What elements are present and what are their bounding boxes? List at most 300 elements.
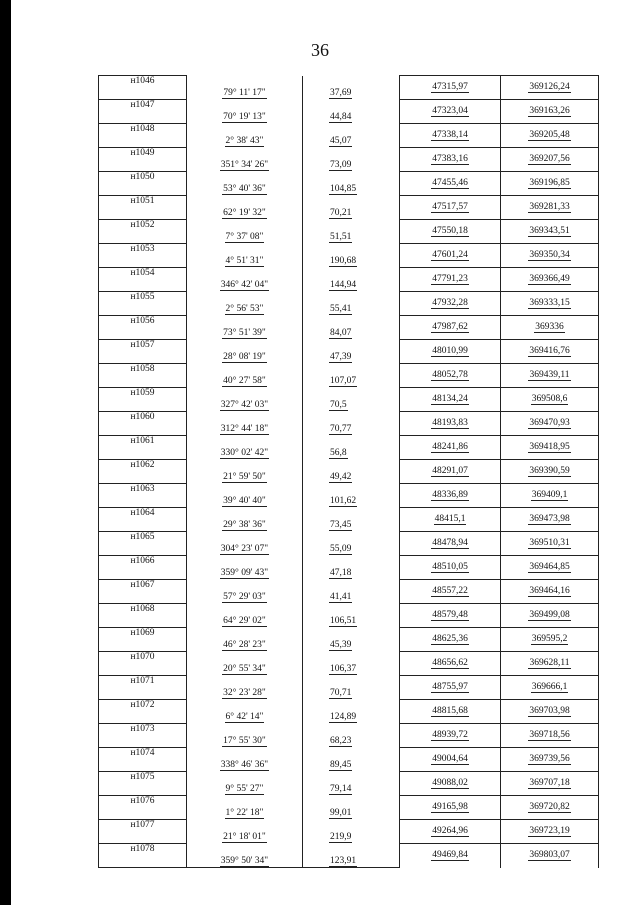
x-coordinate-cell	[400, 748, 501, 772]
x-coordinate-cell	[400, 484, 501, 508]
bearing-cell	[187, 664, 303, 676]
y-coordinate-cell	[501, 604, 599, 628]
bearing-cell	[187, 856, 303, 868]
x-coordinate-cell	[400, 580, 501, 604]
point-id-cell-blank	[99, 688, 187, 700]
point-row	[99, 172, 599, 184]
angle-cell-blank	[187, 100, 303, 112]
point-id-cell: н1061	[99, 436, 187, 448]
angle-cell-blank	[187, 556, 303, 568]
bearing-cell-value: 21° 18' 01"	[223, 832, 266, 842]
distance-cell-value: 56,8	[330, 448, 347, 458]
bearing-cell-value: 304° 23' 07"	[220, 544, 269, 554]
bearing-cell	[187, 304, 303, 316]
point-id-cell: н1062	[99, 460, 187, 472]
y-coordinate-cell-value: 369803,07	[529, 850, 570, 861]
bearing-cell-value: 9° 55' 27"	[225, 784, 264, 794]
point-row	[99, 796, 599, 808]
y-coordinate-cell-value: 369703,98	[529, 706, 570, 716]
x-coordinate-cell-value: 48557,22	[432, 586, 468, 596]
x-coordinate-cell	[400, 628, 501, 652]
y-coordinate-cell	[501, 628, 599, 652]
distance-cell	[303, 688, 400, 700]
bearing-cell-value: 312° 44' 18"	[220, 424, 269, 434]
y-coordinate-cell	[501, 508, 599, 532]
bearing-cell	[187, 640, 303, 652]
y-coordinate-cell-value: 369196,85	[529, 178, 570, 188]
distance-cell	[303, 208, 400, 220]
y-coordinate-cell-value: 369595,2	[531, 634, 568, 644]
y-coordinate-cell	[501, 700, 599, 724]
distance-cell	[303, 400, 400, 412]
point-row	[99, 652, 599, 664]
bearing-cell-value: 64° 29' 02"	[223, 616, 266, 626]
angle-cell-blank	[187, 748, 303, 760]
point-id-cell: н1058	[99, 364, 187, 376]
y-coordinate-cell-value: 369628,11	[529, 658, 570, 668]
point-id-cell: н1067	[99, 580, 187, 592]
point-row	[99, 364, 599, 376]
point-id-cell-blank	[99, 280, 187, 292]
distance-cell-blank	[303, 604, 400, 616]
y-coordinate-cell-value: 369366,49	[529, 274, 570, 284]
point-row	[99, 340, 599, 352]
bearing-cell-value: 46° 28' 23"	[223, 640, 266, 650]
distance-cell-value: 79,14	[330, 784, 352, 794]
bearing-cell	[187, 232, 303, 244]
distance-cell-value: 55,09	[330, 544, 352, 554]
distance-cell	[303, 328, 400, 340]
point-id-cell: н1071	[99, 676, 187, 688]
bearing-cell-value: 4° 51' 31"	[225, 256, 264, 266]
distance-cell-value: 73,09	[330, 160, 352, 170]
point-row	[99, 292, 599, 304]
bearing-cell	[187, 112, 303, 124]
point-id-cell-blank	[99, 304, 187, 316]
distance-cell-blank	[303, 244, 400, 256]
point-id-cell: н1077	[99, 820, 187, 832]
distance-cell-blank	[303, 844, 400, 856]
distance-cell-blank	[303, 748, 400, 760]
bearing-cell	[187, 448, 303, 460]
x-coordinate-cell	[400, 844, 501, 868]
point-id-cell: н1063	[99, 484, 187, 496]
distance-cell	[303, 832, 400, 844]
x-coordinate-cell	[400, 220, 501, 244]
bearing-cell	[187, 808, 303, 820]
bearing-cell	[187, 280, 303, 292]
x-coordinate-cell	[400, 388, 501, 412]
y-coordinate-cell-value: 369350,34	[529, 250, 570, 260]
distance-cell	[303, 616, 400, 628]
distance-cell-value: 49,42	[330, 472, 352, 482]
point-id-cell-blank	[99, 784, 187, 796]
y-coordinate-cell-value: 369739,56	[529, 754, 570, 764]
angle-cell-blank	[187, 724, 303, 736]
point-id-cell: н1059	[99, 388, 187, 400]
distance-cell	[303, 448, 400, 460]
point-id-cell-blank	[99, 256, 187, 268]
y-coordinate-cell	[501, 244, 599, 268]
x-coordinate-cell-value: 49004,64	[432, 754, 468, 764]
x-coordinate-cell	[400, 196, 501, 220]
x-coordinate-cell-value: 47550,18	[432, 226, 468, 236]
angle-cell-blank	[187, 172, 303, 184]
distance-cell-value: 101,62	[330, 496, 357, 506]
point-id-cell: н1052	[99, 220, 187, 232]
point-id-cell-blank	[99, 232, 187, 244]
bearing-cell-value: 17° 55' 30"	[223, 736, 266, 746]
x-coordinate-cell-value: 47517,57	[432, 202, 468, 212]
bearing-cell-value: 346° 42' 04"	[220, 280, 269, 290]
x-coordinate-cell-value: 47932,28	[432, 298, 468, 308]
point-id-cell-blank	[99, 856, 187, 868]
distance-cell-blank	[303, 580, 400, 592]
distance-cell	[303, 184, 400, 196]
point-id-cell: н1055	[99, 292, 187, 304]
distance-cell-value: 124,89	[330, 712, 357, 722]
distance-cell-blank	[303, 652, 400, 664]
y-coordinate-cell	[501, 796, 599, 820]
bearing-cell	[187, 736, 303, 748]
distance-cell-value: 47,39	[330, 352, 352, 362]
point-row	[99, 772, 599, 784]
point-id-cell-blank	[99, 544, 187, 556]
x-coordinate-cell-value: 48510,05	[432, 562, 468, 572]
y-coordinate-cell	[501, 100, 599, 124]
x-coordinate-cell	[400, 724, 501, 748]
point-row	[99, 436, 599, 448]
bearing-cell	[187, 496, 303, 508]
distance-cell-value: 45,39	[330, 640, 352, 650]
x-coordinate-cell-value: 47601,24	[432, 250, 468, 260]
point-row	[99, 460, 599, 472]
point-id-cell-blank	[99, 808, 187, 820]
distance-cell-value: 190,68	[330, 256, 357, 266]
y-coordinate-cell	[501, 292, 599, 316]
x-coordinate-cell	[400, 124, 501, 148]
distance-cell	[303, 520, 400, 532]
scan-edge-bar	[0, 0, 11, 905]
y-coordinate-cell-value: 369418,95	[529, 442, 570, 452]
bearing-cell-value: 338° 46' 36"	[220, 760, 269, 770]
distance-cell-value: 37,69	[330, 88, 352, 98]
distance-cell	[303, 544, 400, 556]
point-row	[99, 844, 599, 856]
point-row	[99, 268, 599, 280]
angle-cell-blank	[187, 268, 303, 280]
point-row	[99, 820, 599, 832]
angle-cell-blank	[187, 652, 303, 664]
y-coordinate-cell-value: 369720,82	[529, 802, 570, 812]
bearing-cell-value: 40° 27' 58"	[223, 376, 266, 386]
angle-cell-blank	[187, 388, 303, 400]
point-row	[99, 748, 599, 760]
point-id-cell: н1068	[99, 604, 187, 616]
y-coordinate-cell-value: 369163,26	[529, 106, 570, 116]
distance-cell	[303, 256, 400, 268]
point-id-cell: н1075	[99, 772, 187, 784]
distance-cell-value: 68,23	[330, 736, 352, 746]
x-coordinate-cell-value: 48241,86	[432, 442, 468, 452]
distance-cell-blank	[303, 388, 400, 400]
bearing-cell	[187, 520, 303, 532]
angle-cell-blank	[187, 580, 303, 592]
bearing-cell	[187, 592, 303, 604]
x-coordinate-cell	[400, 508, 501, 532]
point-row	[99, 532, 599, 544]
x-coordinate-cell-value: 48193,83	[432, 418, 468, 428]
point-id-cell: н1048	[99, 124, 187, 136]
distance-cell	[303, 568, 400, 580]
point-row	[99, 724, 599, 736]
point-id-cell-blank	[99, 568, 187, 580]
bearing-cell-value: 57° 29' 03"	[223, 592, 266, 602]
x-coordinate-cell-value: 48134,24	[432, 394, 468, 404]
y-coordinate-cell	[501, 268, 599, 292]
point-id-cell-blank	[99, 400, 187, 412]
point-row	[99, 100, 599, 112]
y-coordinate-cell	[501, 436, 599, 460]
bearing-cell-value: 39° 40' 40"	[223, 496, 266, 506]
angle-cell-blank	[187, 844, 303, 856]
y-coordinate-cell-value: 369390,59	[529, 466, 570, 476]
point-id-cell: н1047	[99, 100, 187, 112]
x-coordinate-cell-value: 47987,62	[432, 322, 468, 332]
coordinates-table-body	[99, 76, 599, 868]
distance-cell	[303, 856, 400, 868]
bearing-cell	[187, 784, 303, 796]
point-row	[99, 700, 599, 712]
x-coordinate-cell	[400, 820, 501, 844]
x-coordinate-cell	[400, 460, 501, 484]
x-coordinate-cell	[400, 436, 501, 460]
x-coordinate-cell-value: 48291,07	[432, 466, 468, 476]
point-id-cell-blank	[99, 160, 187, 172]
point-id-cell-blank	[99, 328, 187, 340]
point-row	[99, 604, 599, 616]
bearing-cell	[187, 256, 303, 268]
point-row	[99, 124, 599, 136]
point-id-cell: н1050	[99, 172, 187, 184]
distance-cell	[303, 736, 400, 748]
x-coordinate-cell	[400, 76, 501, 100]
x-coordinate-cell	[400, 652, 501, 676]
distance-cell-value: 104,85	[330, 184, 357, 194]
x-coordinate-cell	[400, 292, 501, 316]
angle-cell-blank	[187, 676, 303, 688]
x-coordinate-cell-value: 47315,97	[432, 82, 468, 92]
bearing-cell-value: 53° 40' 36"	[223, 184, 266, 194]
distance-cell-blank	[303, 772, 400, 784]
bearing-cell	[187, 352, 303, 364]
distance-cell-value: 99,01	[330, 808, 352, 818]
bearing-cell	[187, 376, 303, 388]
distance-cell-value: 106,37	[330, 664, 357, 674]
distance-cell-blank	[303, 316, 400, 328]
point-id-cell: н1070	[99, 652, 187, 664]
y-coordinate-cell	[501, 652, 599, 676]
x-coordinate-cell	[400, 796, 501, 820]
angle-cell-blank	[187, 628, 303, 640]
angle-cell-blank	[187, 508, 303, 520]
point-id-cell-blank	[99, 760, 187, 772]
point-id-cell-blank	[99, 520, 187, 532]
x-coordinate-cell	[400, 244, 501, 268]
distance-cell-value: 47,18	[330, 568, 352, 578]
distance-cell-blank	[303, 124, 400, 136]
distance-cell-value: 41,41	[330, 592, 352, 602]
angle-cell-blank	[187, 460, 303, 472]
distance-cell	[303, 112, 400, 124]
angle-cell-blank	[187, 772, 303, 784]
y-coordinate-cell	[501, 76, 599, 100]
y-coordinate-cell-value: 369508,6	[531, 394, 568, 404]
distance-cell	[303, 496, 400, 508]
bearing-cell-value: 21° 59' 50"	[223, 472, 266, 482]
angle-cell-blank	[187, 484, 303, 496]
distance-cell	[303, 352, 400, 364]
point-row	[99, 580, 599, 592]
y-coordinate-cell	[501, 172, 599, 196]
bearing-cell-value: 28° 08' 19"	[223, 352, 266, 362]
distance-cell-blank	[303, 556, 400, 568]
distance-cell	[303, 280, 400, 292]
point-id-cell: н1074	[99, 748, 187, 760]
y-coordinate-cell-value: 369499,08	[529, 610, 570, 620]
distance-cell-blank	[303, 100, 400, 112]
y-coordinate-cell	[501, 316, 599, 340]
point-id-cell: н1051	[99, 196, 187, 208]
angle-cell-blank	[187, 340, 303, 352]
x-coordinate-cell	[400, 700, 501, 724]
point-id-cell-blank	[99, 640, 187, 652]
point-id-cell-blank	[99, 208, 187, 220]
x-coordinate-cell	[400, 604, 501, 628]
y-coordinate-cell-value: 369281,33	[529, 202, 570, 212]
x-coordinate-cell	[400, 172, 501, 196]
bearing-cell	[187, 160, 303, 172]
point-id-cell: н1065	[99, 532, 187, 544]
y-coordinate-cell	[501, 412, 599, 436]
point-row	[99, 76, 599, 88]
bearing-cell-value: 62° 19' 32"	[223, 208, 266, 218]
point-id-cell-blank	[99, 352, 187, 364]
distance-cell	[303, 424, 400, 436]
bearing-cell-value: 359° 50' 34"	[220, 855, 269, 866]
point-id-cell: н1049	[99, 148, 187, 160]
distance-cell	[303, 664, 400, 676]
x-coordinate-cell-value: 48579,48	[432, 610, 468, 620]
point-id-cell-blank	[99, 496, 187, 508]
bearing-cell-value: 2° 56' 53"	[225, 304, 264, 314]
y-coordinate-cell-value: 369666,1	[531, 682, 568, 692]
point-id-cell: н1060	[99, 412, 187, 424]
y-coordinate-cell	[501, 676, 599, 700]
point-row	[99, 628, 599, 640]
point-id-cell-blank	[99, 712, 187, 724]
y-coordinate-cell	[501, 340, 599, 364]
distance-cell-blank	[303, 76, 400, 88]
point-row	[99, 196, 599, 208]
x-coordinate-cell-value: 47323,04	[432, 106, 468, 116]
angle-cell-blank	[187, 148, 303, 160]
bearing-cell	[187, 424, 303, 436]
angle-cell-blank	[187, 316, 303, 328]
y-coordinate-cell-value: 369207,56	[529, 154, 570, 164]
distance-cell-value: 45,07	[330, 136, 352, 146]
y-coordinate-cell	[501, 556, 599, 580]
point-id-cell: н1072	[99, 700, 187, 712]
point-id-cell: н1076	[99, 796, 187, 808]
distance-cell-value: 123,91	[330, 855, 357, 866]
page-number: 36	[311, 40, 329, 60]
x-coordinate-cell	[400, 340, 501, 364]
point-id-cell-blank	[99, 616, 187, 628]
y-coordinate-cell	[501, 148, 599, 172]
point-id-cell-blank	[99, 736, 187, 748]
distance-cell-value: 55,41	[330, 304, 352, 314]
angle-cell-blank	[187, 76, 303, 88]
distance-cell	[303, 88, 400, 100]
distance-cell-blank	[303, 724, 400, 736]
point-row	[99, 244, 599, 256]
angle-cell-blank	[187, 820, 303, 832]
bearing-cell	[187, 328, 303, 340]
point-row	[99, 148, 599, 160]
angle-cell-blank	[187, 700, 303, 712]
point-row	[99, 388, 599, 400]
angle-cell-blank	[187, 436, 303, 448]
distance-cell-value: 84,07	[330, 328, 352, 338]
angle-cell-blank	[187, 244, 303, 256]
distance-cell	[303, 760, 400, 772]
y-coordinate-cell-value: 369416,76	[529, 346, 570, 356]
distance-cell-blank	[303, 820, 400, 832]
bearing-cell	[187, 616, 303, 628]
distance-cell-value: 51,51	[330, 232, 352, 242]
x-coordinate-cell-value: 48815,68	[432, 706, 468, 716]
distance-cell	[303, 136, 400, 148]
distance-cell-value: 70,77	[330, 424, 352, 434]
y-coordinate-cell	[501, 460, 599, 484]
point-row	[99, 484, 599, 496]
distance-cell	[303, 808, 400, 820]
y-coordinate-cell	[501, 484, 599, 508]
y-coordinate-cell	[501, 124, 599, 148]
y-coordinate-cell	[501, 388, 599, 412]
bearing-cell	[187, 688, 303, 700]
bearing-cell-value: 70° 19' 13"	[223, 112, 266, 122]
point-id-cell: н1057	[99, 340, 187, 352]
y-coordinate-cell-value: 369470,93	[529, 418, 570, 428]
point-id-cell: н1054	[99, 268, 187, 280]
distance-cell-blank	[303, 364, 400, 376]
bearing-cell	[187, 544, 303, 556]
distance-cell-blank	[303, 292, 400, 304]
angle-cell-blank	[187, 220, 303, 232]
bearing-cell	[187, 400, 303, 412]
y-coordinate-cell-value: 369205,48	[529, 130, 570, 140]
distance-cell	[303, 712, 400, 724]
y-coordinate-cell-value: 369126,24	[529, 82, 570, 92]
x-coordinate-cell-value: 48478,94	[432, 538, 468, 548]
point-row	[99, 220, 599, 232]
coordinates-table	[98, 75, 599, 868]
bearing-cell-value: 6° 42' 14"	[225, 712, 264, 722]
x-coordinate-cell-value: 47383,16	[432, 154, 468, 164]
point-id-cell-blank	[99, 424, 187, 436]
